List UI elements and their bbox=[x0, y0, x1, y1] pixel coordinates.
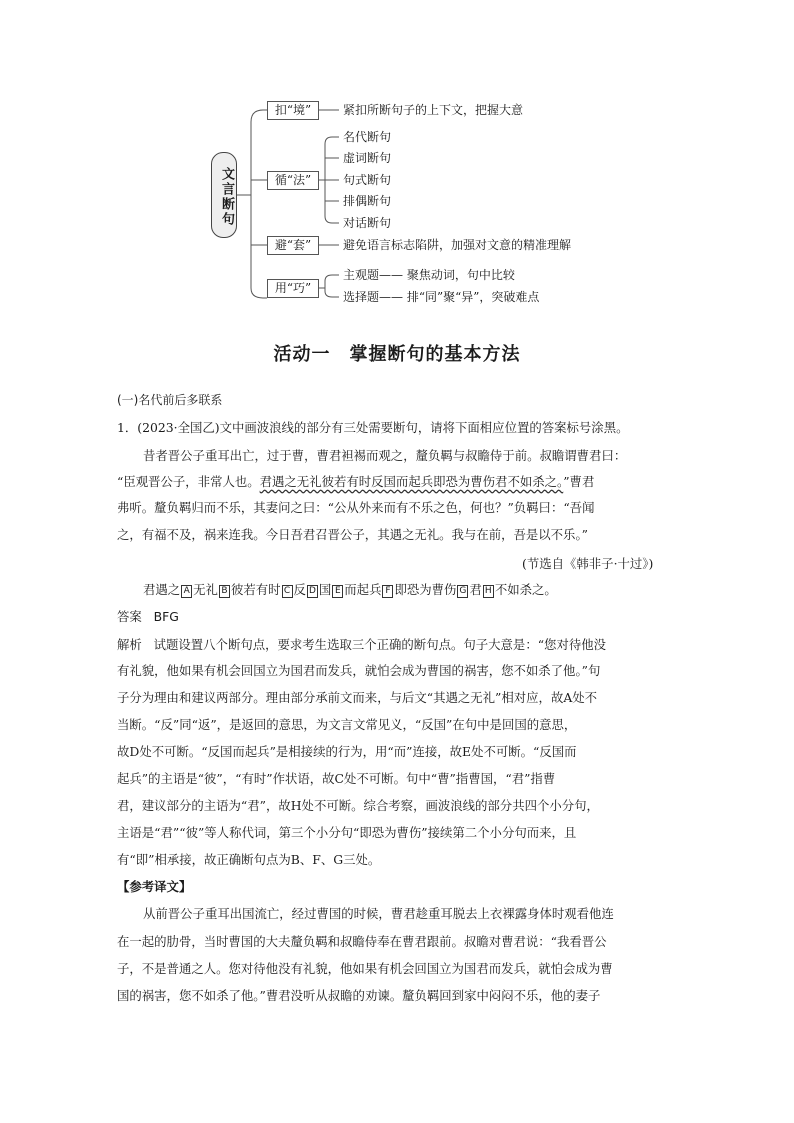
wavy-underlined-text: 君遇之无礼彼若有时反国而起兵即恐为曹伤君不如杀之。 bbox=[259, 474, 564, 489]
passage-text: ”曹君 bbox=[563, 474, 595, 489]
analysis-line: 君，建议部分的主语为“君”，故H处不可断。综合考察，画波浪线的部分共四个小分句， bbox=[117, 798, 599, 813]
analysis-line bbox=[117, 637, 606, 653]
passage-line bbox=[117, 474, 594, 490]
section-title: 活动一 掌握断句的基本方法 bbox=[273, 344, 521, 365]
option-marker-h[interactable]: H bbox=[483, 585, 494, 598]
analysis-line: 起兵”的主语是“彼”，“有时”作状语，故C处不可断。句中“曹”指曹国，“君”指曹 bbox=[117, 771, 556, 786]
branch-node: 扣“境” bbox=[267, 101, 319, 120]
option-segment: 反 bbox=[293, 582, 306, 597]
option-segment: 国 bbox=[318, 582, 332, 597]
branch-leaf: 排偶断句 bbox=[343, 194, 392, 208]
branch-leaf: 虚词断句 bbox=[343, 151, 392, 165]
option-segment: 无礼 bbox=[193, 582, 218, 597]
answer-label: 答案 bbox=[117, 609, 142, 624]
option-segment: 不如杀之。 bbox=[494, 582, 557, 597]
passage-line: 之，有福不及，祸来连我。今日吾君召晋公子，其遇之无礼。我与在前，吾是以不乐。” bbox=[117, 527, 588, 542]
analysis-line: 子分为理由和建议两部分。理由部分承前文而来，与后文“其遇之无礼”相对应，故A处不 bbox=[117, 690, 598, 705]
option-marker-a[interactable]: A bbox=[181, 585, 192, 598]
option-marker-f[interactable]: F bbox=[382, 585, 393, 598]
analysis-line: 主语是“君”“彼”等人称代词，第三个小分句“即恐为曹伤”接续第二个小分句而来，且 bbox=[117, 825, 577, 840]
passage-line: 弗听。釐负羁归而不乐，其妻问之曰：“公从外来而有不乐之色，何也？”负羁曰：“吾闻 bbox=[117, 500, 595, 515]
passage-line: 昔者晋公子重耳出亡，过于曹，曹君袒裼而观之，釐负羁与叔瞻侍于前。叔瞻谓曹君曰： bbox=[143, 448, 627, 463]
option-segment: 而起兵 bbox=[344, 582, 382, 597]
answer-options-line bbox=[143, 582, 557, 598]
branch-leaf: 对话断句 bbox=[343, 216, 392, 230]
branch-node: 用“巧” bbox=[267, 279, 319, 298]
translation-line: 子，不是普通之人。您对待他没有礼貌，他如果有机会回国立为国君而发兵，就怕会成为曹 bbox=[117, 961, 613, 976]
answer-line bbox=[117, 609, 179, 625]
option-marker-c[interactable]: C bbox=[282, 585, 293, 598]
analysis-text: 试题设置八个断句点，要求考生选取三个正确的断句点。句子大意是：“您对待他没 bbox=[153, 637, 607, 652]
passage-source: (节选自《韩非子·十过》) bbox=[522, 556, 654, 571]
translation-label: 【参考译文】 bbox=[117, 879, 192, 894]
translation-line: 从前晋公子重耳出国流亡，经过曹国的时候，曹君趁重耳脱去上衣裸露身体时观看他连 bbox=[143, 906, 614, 921]
option-segment: 彼若有时 bbox=[230, 582, 281, 597]
option-segment: 君遇之 bbox=[143, 582, 181, 597]
branch-leaf: 名代断句 bbox=[343, 130, 392, 144]
analysis-label: 解析 bbox=[117, 637, 142, 652]
analysis-line: 有礼貌，他如果有机会回国立为国君而发兵，就怕会成为曹国的祸害，您不如杀了他。”句 bbox=[117, 663, 601, 678]
branch-leaf: 句式断句 bbox=[343, 173, 392, 187]
translation-line: 国的祸害，您不如杀了他。”曹君没听从叔瞻的劝谏。釐负羁回到家中闷闷不乐，他的妻子 bbox=[117, 988, 601, 1003]
analysis-line: 有“即”相承接，故正确断句点为B、F、G三处。 bbox=[117, 852, 381, 867]
branch-node: 循“法” bbox=[267, 171, 319, 190]
branch-leaf: 避免语言标志陷阱，加强对文意的精准理解 bbox=[343, 238, 572, 252]
question-text: 1．(2023·全国乙)文中画波浪线的部分有三处需要断句，请将下面相应位置的答案标号涂黑。 bbox=[117, 420, 629, 435]
branch-node: 避“套” bbox=[267, 236, 319, 255]
option-marker-d[interactable]: D bbox=[307, 585, 318, 598]
option-marker-e[interactable]: E bbox=[332, 585, 343, 598]
option-marker-g[interactable]: G bbox=[457, 585, 468, 598]
branch-leaf: 选择题—— 排“同”聚“异”，突破难点 bbox=[343, 290, 540, 304]
option-segment: 君 bbox=[469, 582, 482, 597]
branch-leaf: 主观题—— 聚焦动词，句中比较 bbox=[343, 268, 515, 282]
mind-map bbox=[205, 98, 765, 308]
passage-text: “臣观晋公子，非常人也。 bbox=[117, 474, 260, 489]
branch-leaf: 紧扣所断句子的上下文，把握大意 bbox=[343, 103, 524, 117]
option-marker-b[interactable]: B bbox=[219, 585, 230, 598]
answer-value: BFG bbox=[153, 609, 179, 624]
analysis-line: 故D处不可断。“反国而起兵”是相接续的行为，用“而”连接，故E处不可断。“反国而 bbox=[117, 744, 577, 759]
option-segment: 即恐为曹伤 bbox=[394, 582, 457, 597]
translation-line: 在一起的肋骨，当时曹国的大夫釐负羁和叔瞻侍奉在曹君跟前。叔瞻对曹君说：“我看晋公 bbox=[117, 934, 607, 949]
mind-map-root: 文言断句 bbox=[211, 152, 237, 238]
subsection-heading: (一)名代前后多联系 bbox=[117, 393, 223, 407]
analysis-line: 当断。“反”同“返”，是返回的意思，为文言文常见义，“反国”在句中是回国的意思， bbox=[117, 717, 577, 732]
